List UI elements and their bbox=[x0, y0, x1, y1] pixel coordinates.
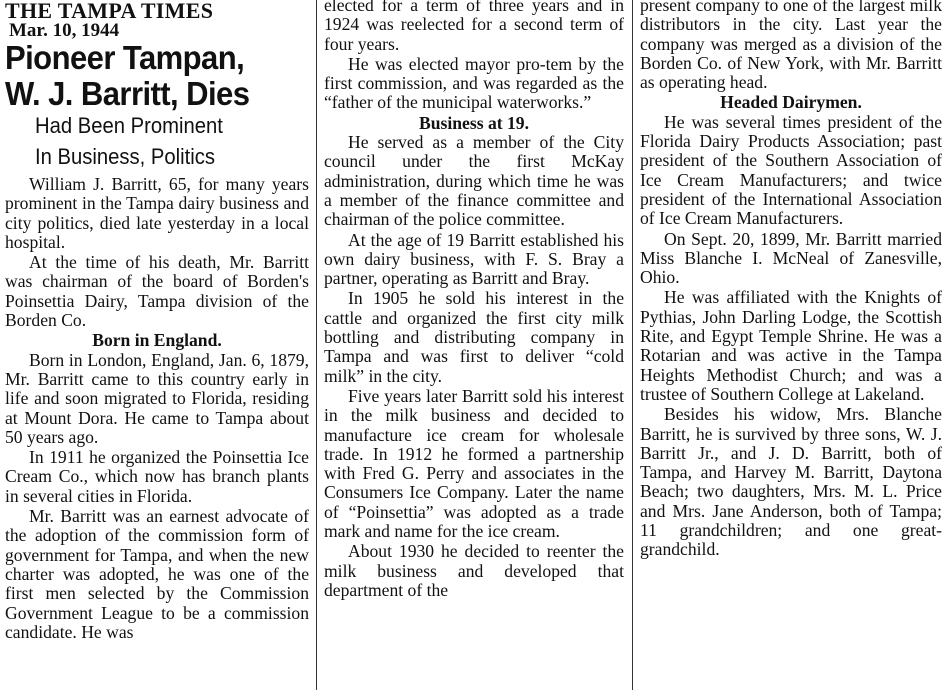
column-1-body bbox=[5, 175, 309, 642]
column-1 bbox=[5, 0, 309, 690]
column-3 bbox=[640, 0, 942, 690]
column-divider bbox=[316, 0, 317, 690]
article-paragraph: Five years later Barritt sold his interest in the milk business and decided to manufacture ice cream for wholesale trade. In 1912 he formed a partnership with Fred G. Perry and associates in the Consumers Ice Company. Later the name of “Poinsettia” was adopted as a trade mark and name for the ice cream. bbox=[324, 385, 624, 542]
headline bbox=[5, 41, 309, 111]
article-paragraph: He was affiliated with the Knights of Pythias, John Darling Lodge, the Scottish Rite, and Egypt Temple Shrine. He was a Rotarian and was active in the Tampa Heights Methodist Church; and was a trustee of Southern College at Lakeland. bbox=[640, 287, 942, 404]
article-paragraph: Born in London, England, Jan. 6, 1879, Mr. Barritt came to this country early in life and soon migrated to Florida, residing at Mount Dora. He came to Tampa about 50 years ago. bbox=[5, 349, 309, 447]
headline-line-2: W. J. Barritt, Dies bbox=[5, 75, 250, 112]
article-paragraph: William J. Barritt, 65, for many years prominent in the Tampa dairy business and city politics, died late yesterday in a local hospital. bbox=[5, 174, 309, 252]
article-paragraph: present company to one of the largest milk distributors in the city. Last year the company was merged as a division of the Borden Co. of New York, with Mr. Barritt as operating head. bbox=[640, 0, 942, 93]
article-paragraph: On Sept. 20, 1899, Mr. Barritt married Miss Blanche I. McNeal of Zanesville, Ohio. bbox=[640, 228, 942, 288]
headline-line-1: Pioneer Tampan, bbox=[5, 39, 245, 76]
deck-line-2: In Business, Politics bbox=[35, 144, 215, 169]
column-2 bbox=[324, 0, 624, 690]
article-paragraph: In 1905 he sold his interest in the cattle and organized the first city milk bottling and distributing company in Tampa and was first to deliver “cold milk” in the city. bbox=[324, 288, 624, 386]
column-2-body bbox=[324, 0, 624, 600]
section-subhead: Born in England. bbox=[92, 330, 222, 351]
section-subhead: Business at 19. bbox=[419, 112, 529, 133]
column-divider bbox=[632, 0, 633, 690]
article-paragraph: Besides his widow, Mrs. Blanche Barritt, he is survived by three sons, W. J. Barritt Jr., and J. D. Barritt, both of Tampa, and Harvey M. Barritt, Daytona Beach; two daughters, Mrs. M. L. Price and Mrs. Jane Anderson, both of Tampa; 11 grandchildren; and one great-grandchild. bbox=[640, 404, 942, 560]
article-paragraph: About 1930 he decided to reenter the milk business and developed that department of the bbox=[324, 541, 624, 600]
publication-date: Mar. 10, 1944 bbox=[9, 20, 120, 41]
section-subhead: Headed Dairymen. bbox=[720, 92, 862, 113]
deck-subhead bbox=[5, 113, 309, 170]
deck-line-1: Had Been Prominent bbox=[35, 113, 223, 138]
article-paragraph: At the age of 19 Barritt established his own dairy business, with F. S. Bray a partner, operating as Barritt and Bray. bbox=[324, 229, 624, 289]
article-paragraph: He was several times president of the Florida Dairy Products Association; past president of the Southern Association of Ice Cream Manufacturers; and twice president of the International Association of Ice Cream Manufacturers. bbox=[640, 111, 942, 229]
masthead: THE TAMPA TIMES bbox=[5, 0, 214, 23]
column-3-body bbox=[640, 0, 942, 560]
article-paragraph: elected for a term of three years and in 1924 was reelected for a second term of four years. bbox=[324, 0, 624, 54]
article-paragraph: At the time of his death, Mr. Barritt was chairman of the board of Borden's Poinsettia Dairy, Tampa division of the Borden Co. bbox=[5, 252, 309, 331]
article-paragraph: In 1911 he organized the Poinsettia Ice Cream Co., which now has branch plants in several cities in Florida. bbox=[5, 447, 309, 506]
article-paragraph: He served as a member of the City council under the first McKay administration, during which time he was a member of the finance committee and chairman of the police committee. bbox=[324, 132, 624, 230]
article-paragraph: Mr. Barritt was an earnest advocate of the adoption of the commission form of government for Tampa, and when the new charter was adopted, he was one of the first men selected by the Commission Government League to be a commission candidate. He was bbox=[5, 506, 309, 642]
article-paragraph: He was elected mayor pro-tem by the first commission, and was regarded as the “father of the municipal waterworks.” bbox=[324, 53, 624, 113]
